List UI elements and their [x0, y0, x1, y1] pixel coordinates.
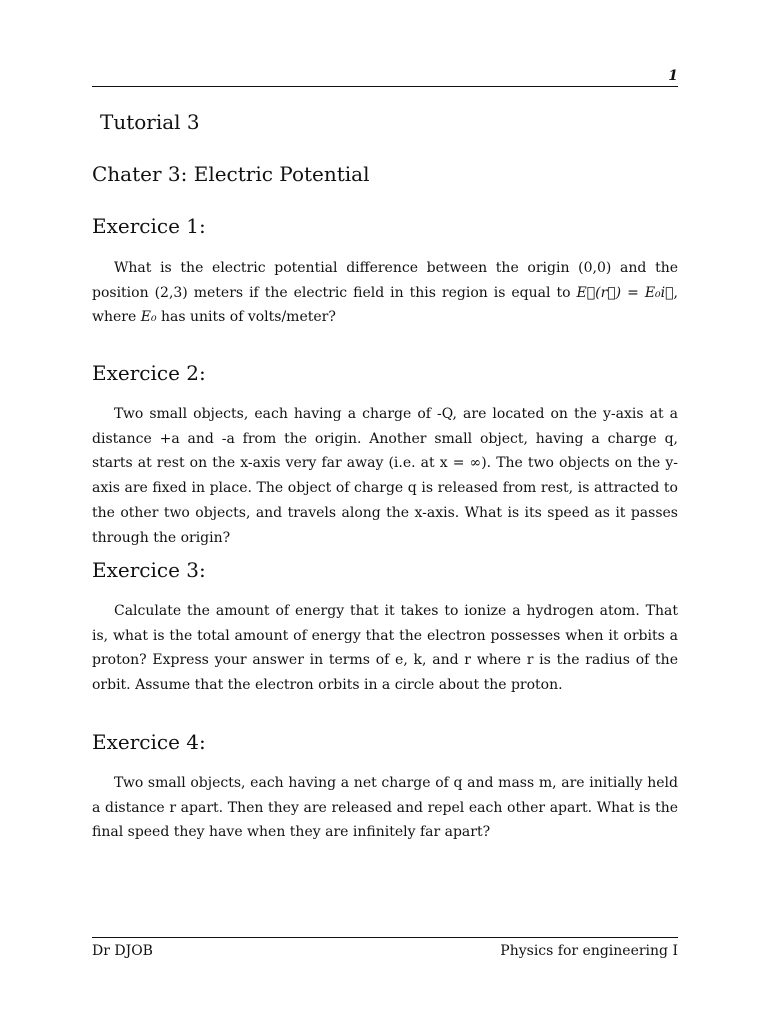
exercise-2-text: Two small objects, each having a charge of -Q, are located on the y-axis at a distance +a and -a from the origin. Another small object, having a charge q, starts at rest on the x-axis very far away (i.e. at x = ∞). The two objects on the y-axis are fixed in place. The object of charge q is released from rest, is attracted to the other two objects, and travels along the x-axis. What is its speed as it passes through the origin? [92, 406, 678, 546]
chapter-title: Chater 3: Electric Potential [92, 162, 370, 186]
exercise-1-text-part3: has units of volts/meter? [156, 309, 336, 326]
exercise-1-text-part2: , where [92, 284, 678, 326]
exercise-2-title: Exercice 2: [92, 361, 206, 385]
electric-field-formula: E⃗(r⃗) = E₀i⃗ [576, 284, 674, 301]
footer-author: Dr DJOB [92, 943, 153, 959]
footer-rule [92, 937, 678, 938]
exercise-3-text: Calculate the amount of energy that it takes to ionize a hydrogen atom. That is, what is the total amount of energy that the electron possesses when it orbits a proton? Express your answer in terms of e, k, and r where r is the radius of the orbit. Assume that the electron orbits in a circle about the proton. [92, 603, 678, 694]
exercise-4-text: Two small objects, each having a net charge of q and mass m, are initially held a distance r apart. Then they are released and repel each other apart. What is the final speed they have when they are infinitely far apart? [92, 775, 678, 841]
exercise-1-title: Exercice 1: [92, 214, 206, 238]
page-number: 1 [668, 68, 678, 84]
exercise-3-title: Exercice 3: [92, 558, 206, 582]
exercise-1-text [92, 256, 678, 330]
e0-symbol: E₀ [140, 309, 157, 326]
footer-course: Physics for engineering I [500, 943, 678, 959]
exercise-4-title: Exercice 4: [92, 730, 206, 754]
tutorial-title: Tutorial 3 [100, 110, 200, 134]
header-rule [92, 86, 678, 87]
exercise-1-text-part1: What is the electric potential difference between the origin (0,0) and the position (2,3) meters if the electric field in this region is equal to [92, 260, 678, 301]
